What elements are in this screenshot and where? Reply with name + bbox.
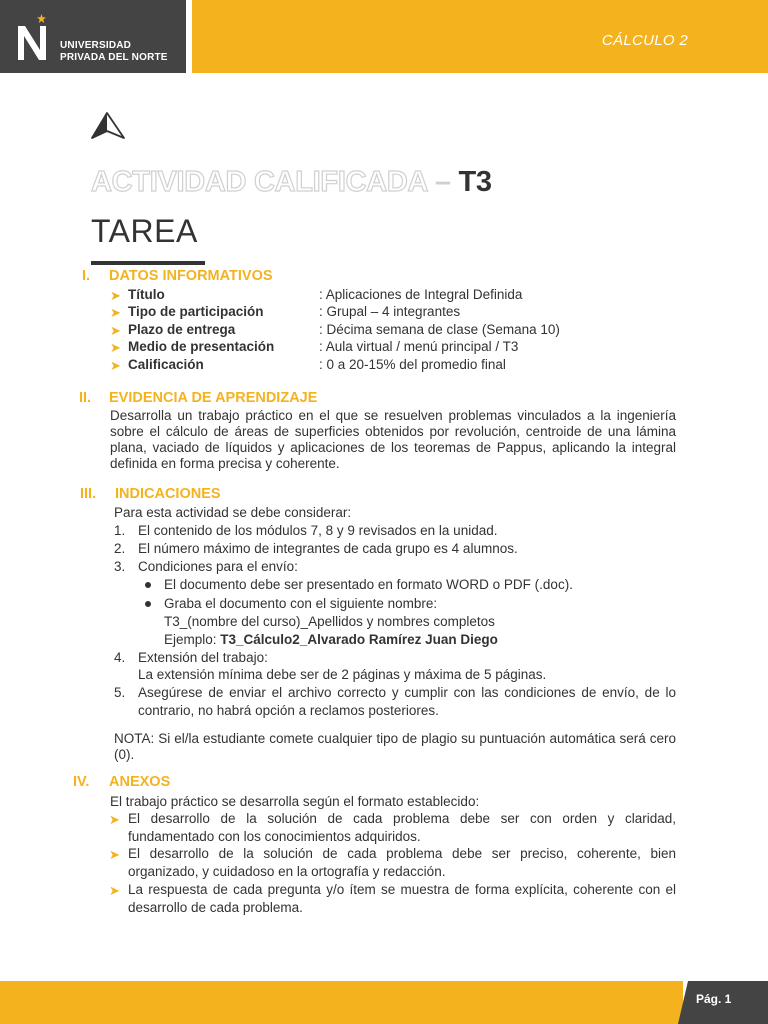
document-title — [91, 166, 492, 199]
star-icon — [37, 14, 46, 23]
page-header — [0, 0, 768, 73]
arrow-bullet-icon: ➤ — [110, 323, 121, 338]
info-value-calificacion: : 0 a 20-15% del promedio final — [319, 357, 506, 372]
info-label-participacion: Tipo de participación — [128, 304, 264, 319]
list-item: El número máximo de integrantes de cada grupo es 4 alumnos. — [138, 541, 518, 556]
list-number: 2. — [114, 541, 126, 556]
section-title: INDICACIONES — [115, 486, 221, 502]
page-number: Pág. 1 — [696, 992, 732, 1006]
section-number: I. — [82, 268, 91, 284]
title-code: T3 — [458, 166, 492, 198]
list-number: 5. — [114, 685, 126, 700]
arrow-bullet-icon: ➤ — [110, 305, 121, 320]
title-activity: ACTIVIDAD CALIFICADA — [91, 166, 428, 198]
anexos-intro: El trabajo práctico se desarrolla según el formato establecido: — [110, 794, 480, 809]
bullet-dot-icon — [145, 601, 151, 607]
list-item: Asegúrese de enviar el archivo correcto y cumplir con las condiciones de envío, de lo contrario, no habrá opción a reclamos posteriores. — [138, 685, 676, 718]
info-label-calificacion: Calificación — [128, 357, 204, 372]
arrow-bullet-icon: ➤ — [109, 847, 120, 862]
list-item: Condiciones para el envío: — [138, 559, 298, 574]
section-title: ANEXOS — [109, 774, 171, 790]
university-name — [60, 40, 168, 64]
section-number: II. — [79, 390, 92, 406]
footer-band — [0, 981, 683, 1024]
nota-text: NOTA: Si el/la estudiante comete cualquier tipo de plagio su puntuación automática será cero (0). — [114, 731, 676, 762]
course-name: CÁLCULO 2 — [601, 32, 688, 49]
arrow-bullet-icon: ➤ — [110, 288, 121, 303]
section-number: IV. — [73, 774, 90, 790]
info-value-titulo: : Aplicaciones de Integral Definida — [319, 287, 523, 302]
arrow-bullet-icon: ➤ — [109, 812, 120, 827]
list-subitem-line: T3_(nombre del curso)_Apellidos y nombres completos — [164, 614, 495, 629]
arrow-bullet-icon: ➤ — [109, 883, 120, 898]
document-subtitle: TAREA — [91, 213, 198, 249]
anexos-bullet: El desarrollo de la solución de cada problema debe ser preciso, coherente, bien organizado, y cuidadoso en la ortografía y redacción. — [128, 846, 676, 879]
info-value-plazo: : Décima semana de clase (Semana 10) — [319, 322, 560, 337]
section-title: EVIDENCIA DE APRENDIZAJE — [109, 390, 318, 406]
anexos-bullet: La respuesta de cada pregunta y/o ítem se muestra de forma explícita, coherente con el desarrollo de cada problema. — [128, 882, 676, 915]
list-item-line: La extensión mínima debe ser de 2 páginas y máxima de 5 páginas. — [138, 667, 547, 682]
arrow-bullet-icon: ➤ — [110, 340, 121, 355]
example-value: T3_Cálculo2_Alvarado Ramírez Juan Diego — [220, 632, 498, 647]
arrow-icon — [91, 112, 125, 140]
info-label-plazo: Plazo de entrega — [128, 322, 236, 337]
university-name-line2: PRIVADA DEL NORTE — [60, 52, 168, 63]
list-number: 3. — [114, 559, 126, 574]
list-number: 1. — [114, 523, 126, 538]
list-item: El contenido de los módulos 7, 8 y 9 revisados en la unidad. — [138, 523, 498, 538]
list-item: Extensión del trabajo: — [138, 650, 268, 665]
arrow-bullet-icon: ➤ — [110, 358, 121, 373]
section-number: III. — [80, 486, 97, 502]
subtitle-underline — [91, 261, 205, 265]
info-label-medio: Medio de presentación — [128, 339, 275, 354]
university-logo — [0, 0, 186, 73]
section-anexos — [73, 774, 170, 790]
university-name-line1: UNIVERSIDAD — [60, 40, 132, 51]
info-value-participacion: : Grupal – 4 integrantes — [319, 304, 461, 319]
example-label: Ejemplo: — [164, 632, 221, 647]
list-subitem: El documento debe ser presentado en formato WORD o PDF (.doc). — [164, 577, 573, 592]
evidencia-text: Desarrolla un trabajo práctico en el que se resuelven problemas vinculados a la ingeniería sobre el cálculo de áreas de superficies obtenidos por revolución, centroide de una lámina plana, vaciado de líquidos y aplicaciones de los teoremas de Pappus, aplicando la integral definida en forma precisa y coherente. — [110, 408, 676, 471]
file-name-example — [164, 631, 498, 648]
section-datos-informativos — [82, 268, 273, 284]
section-evidencia — [79, 390, 317, 406]
list-number: 4. — [114, 650, 126, 665]
indicaciones-intro: Para esta actividad se debe considerar: — [114, 505, 352, 520]
section-indicaciones — [80, 486, 221, 502]
info-value-medio: : Aula virtual / menú principal / T3 — [319, 339, 519, 354]
upn-logo-icon — [14, 14, 52, 62]
anexos-bullet: El desarrollo de la solución de cada problema debe ser con orden y claridad, fundamentado con los conocimientos adquiridos. — [128, 811, 676, 844]
info-label-titulo: Título — [128, 287, 165, 302]
bullet-dot-icon — [145, 582, 151, 588]
title-dash: – — [434, 166, 451, 198]
section-title: DATOS INFORMATIVOS — [109, 268, 273, 284]
list-subitem: Graba el documento con el siguiente nombre: — [164, 596, 438, 611]
